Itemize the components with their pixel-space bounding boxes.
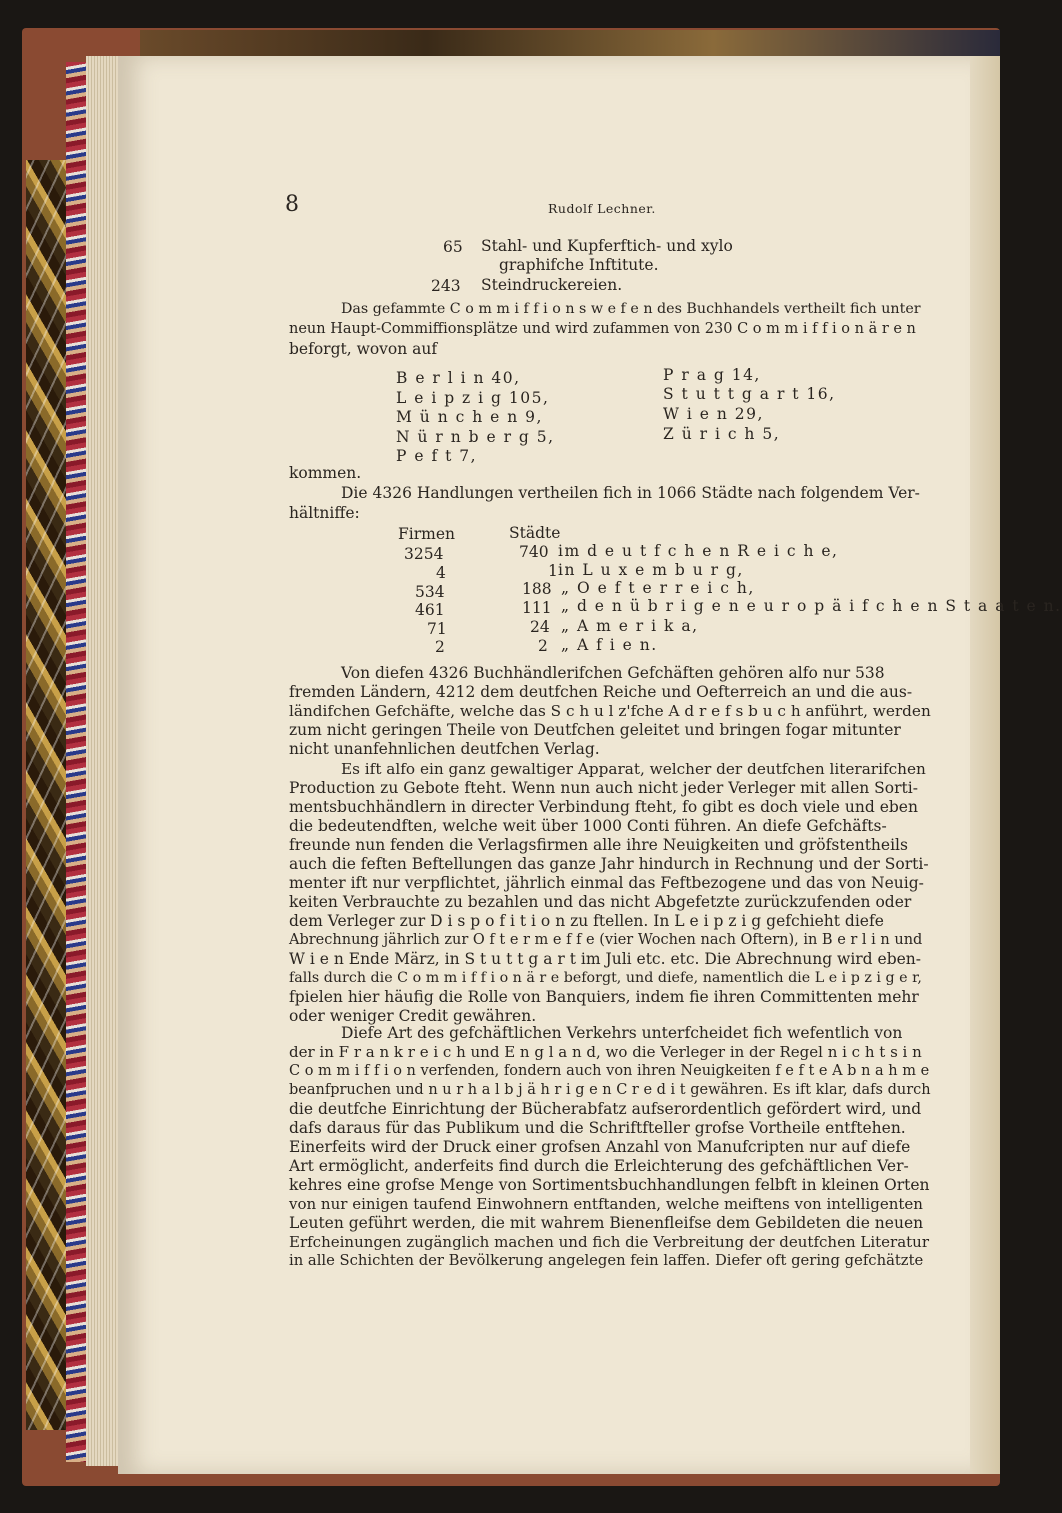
kommen-text: kommen.	[289, 464, 362, 482]
paragraph-line: zum nicht geringen Theile von Deutfchen geleitet und bringen fogar mitunter	[289, 721, 901, 739]
table-cell-firmen: 534	[415, 583, 445, 601]
paragraph-line: fpielen hier häufig die Rolle von Banquiers, indem fie ihren Committenten mehr	[289, 988, 919, 1006]
table-cell-staedte: 2	[538, 637, 548, 655]
city-entry: B e r l i n 40,	[396, 369, 521, 387]
paragraph-line: C o m m i f f i o n verfenden, fondern auch von ihren Neuigkeiten f e f t e A b n a h m e	[289, 1063, 930, 1079]
paragraph-line: ländifchen Gefchäfte, welche das S c h u l z'fche A d r e f s b u c h anführt, werden	[289, 702, 931, 720]
paragraph-line: Leuten geführt werden, die mit wahrem Bienenfleifse dem Gebildeten die neuen	[289, 1214, 924, 1232]
paragraph-line: fremden Ländern, 4212 dem deutfchen Reiche und Oefterreich an und die aus-	[289, 683, 913, 701]
paragraph-line: Es ift alfo ein ganz gewaltiger Apparat, welcher der deutfchen literarifchen	[341, 760, 926, 778]
institute-number: 243	[431, 277, 461, 295]
paragraph-line: menter ift nur verpflichtet, jährlich einmal das Feftbezogene und das von Neuig-	[289, 874, 924, 892]
table-cell-staedte: 740	[519, 543, 549, 561]
table-cell-staedte: 111	[522, 599, 552, 617]
institute-text: graphifche Inftitute.	[499, 256, 659, 274]
city-entry: P r a g 14,	[663, 366, 761, 384]
paragraph-line: neun Haupt-Commiffionsplätze und wird zufammen von 230 C o m m i f f i o n ä r e n	[289, 321, 916, 337]
page-number: 8	[285, 192, 299, 217]
institute-text: Stahl- und Kupferftich- und xylo	[481, 237, 733, 255]
institute-text: Steindruckereien.	[481, 276, 623, 294]
paragraph-line: hältniffe:	[289, 504, 360, 522]
paragraph-line: auch die feften Beftellungen das ganze Jahr hindurch in Rechnung und der Sorti-	[289, 855, 929, 873]
paragraph-line: W i e n Ende März, in S t u t t g a r t im Juli etc. etc. Die Abrechnung wird eben-	[289, 950, 922, 968]
city-entry: Z ü r i c h 5,	[663, 425, 781, 443]
city-entry: W i e n 29,	[663, 405, 764, 423]
paragraph-line: freunde nun fenden die Verlagsfirmen alle ihre Neuigkeiten und gröfstentheils	[289, 836, 908, 854]
paragraph-line: nicht unanfehnlichen deutfchen Verlag.	[289, 740, 600, 758]
table-cell-ort: „ A m e r i k a,	[561, 617, 699, 635]
table-cell-ort: im d e u t f c h e n R e i c h e,	[558, 542, 839, 560]
paragraph-line: oder weniger Credit gewähren.	[289, 1007, 537, 1025]
paragraph-line: die deutfche Einrichtung der Bücherabfatz aufserordentlich gefördert wird, und	[289, 1100, 922, 1118]
city-entry: S t u t t g a r t 16,	[663, 385, 836, 403]
paragraph-line: die bedeutendften, welche weit über 1000 Conti führen. An diefe Gefchäfts-	[289, 817, 887, 835]
institute-number: 65	[443, 238, 463, 256]
paragraph-line: Erfcheinungen zugänglich machen und fich die Verbreitung der deutfchen Literatur	[289, 1233, 930, 1251]
table-header-staedte: Städte	[509, 524, 561, 542]
paragraph-line: Production zu Gebote fteht. Wenn nun auch nicht jeder Verleger mit allen Sorti-	[289, 779, 918, 797]
table-cell-ort: „ d e n ü b r i g e n e u r o p ä i f c h e n S t a a t e n.	[561, 597, 1062, 615]
paragraph-line: mentsbuchhändlern in directer Verbindung fteht, fo gibt es doch viele und eben	[289, 798, 918, 816]
paragraph-line: von nur einigen taufend Einwohnern entftanden, welche meiftens von intelligenten	[289, 1195, 923, 1213]
table-cell-staedte: 24	[530, 618, 550, 636]
table-cell-firmen: 3254	[404, 545, 444, 563]
paragraph-line: kehres eine grofse Menge von Sortimentsbuchhandlungen felbft in kleinen Orten	[289, 1176, 930, 1194]
city-entry: P e f t 7,	[396, 447, 478, 465]
paragraph-line: Art ermöglicht, anderfeits find durch die Erleichterung des gefchäftlichen Ver-	[289, 1157, 909, 1175]
table-cell-firmen: 4	[436, 564, 446, 582]
facing-page-edge	[965, 56, 1000, 1474]
table-cell-firmen: 2	[435, 638, 445, 656]
table-cell-ort: „ A f i e n.	[561, 636, 658, 654]
table-cell-ort: „ O e f t e r r e i c h,	[561, 579, 755, 597]
paragraph-line: Abrechnung jährlich zur O f t e r m e f f e (vier Wochen nach Oftern), in B e r l i n und	[289, 932, 923, 948]
book-cover-top-edge	[140, 30, 1000, 58]
city-entry: M ü n c h e n 9,	[396, 408, 543, 426]
paragraph-line: der in F r a n k r e i c h und E n g l a n d, wo die Verleger in der Regel n i c h t s i n	[289, 1043, 922, 1061]
paragraph-line: beanfpruchen und n u r h a l b j ä h r i g e n C r e d i t gewähren. Es ift klar, dafs durch	[289, 1082, 931, 1098]
paragraph-line: beforgt, wovon auf	[289, 340, 438, 358]
paragraph-line: dafs daraus für das Publikum und die Schriftfteller grofse Vortheile entftehen.	[289, 1119, 906, 1137]
paragraph-line: falls durch die C o m m i f f i o n ä r e beforgt, und diefe, namentlich die L e i p z i g e r,	[289, 970, 922, 986]
table-cell-staedte: 188	[522, 580, 552, 598]
marbled-page-edge	[66, 62, 88, 1462]
table-header-firmen: Firmen	[398, 525, 455, 543]
table-cell-ort: in L u x e m b u r g,	[558, 561, 744, 579]
paragraph-line: in alle Schichten der Bevölkerung angelegen fein laffen. Diefer oft gering gefchätzte	[289, 1252, 924, 1269]
city-entry: L e i p z i g 105,	[396, 389, 550, 407]
paragraph-line: Das gefammte C o m m i f f i o n s w e f e n des Buchhandels vertheilt fich unter	[341, 301, 921, 317]
table-cell-staedte: 1	[548, 562, 558, 580]
paragraph-line: Von diefen 4326 Buchhändlerifchen Gefchäften gehören alfo nur 538	[341, 664, 885, 682]
running-title: Rudolf Lechner.	[548, 201, 656, 216]
paragraph-line: Diefe Art des gefchäftlichen Verkehrs unterfcheidet fich wefentlich von	[341, 1024, 903, 1042]
table-cell-firmen: 71	[427, 620, 447, 638]
city-entry: N ü r n b e r g 5,	[396, 428, 555, 446]
paragraph-line: Die 4326 Handlungen vertheilen fich in 1066 Städte nach folgendem Ver-	[341, 484, 920, 502]
paragraph-line: keiten Verbrauchte zu bezahlen und das nicht Abgefetzte zurückzufenden oder	[289, 893, 912, 911]
paragraph-line: Einerfeits wird der Druck einer grofsen Anzahl von Manufcripten nur auf diefe	[289, 1138, 911, 1156]
table-cell-firmen: 461	[415, 601, 445, 619]
paragraph-line: dem Verleger zur D i s p o f i t i o n zu ftellen. In L e i p z i g gefchieht diefe	[289, 912, 884, 930]
